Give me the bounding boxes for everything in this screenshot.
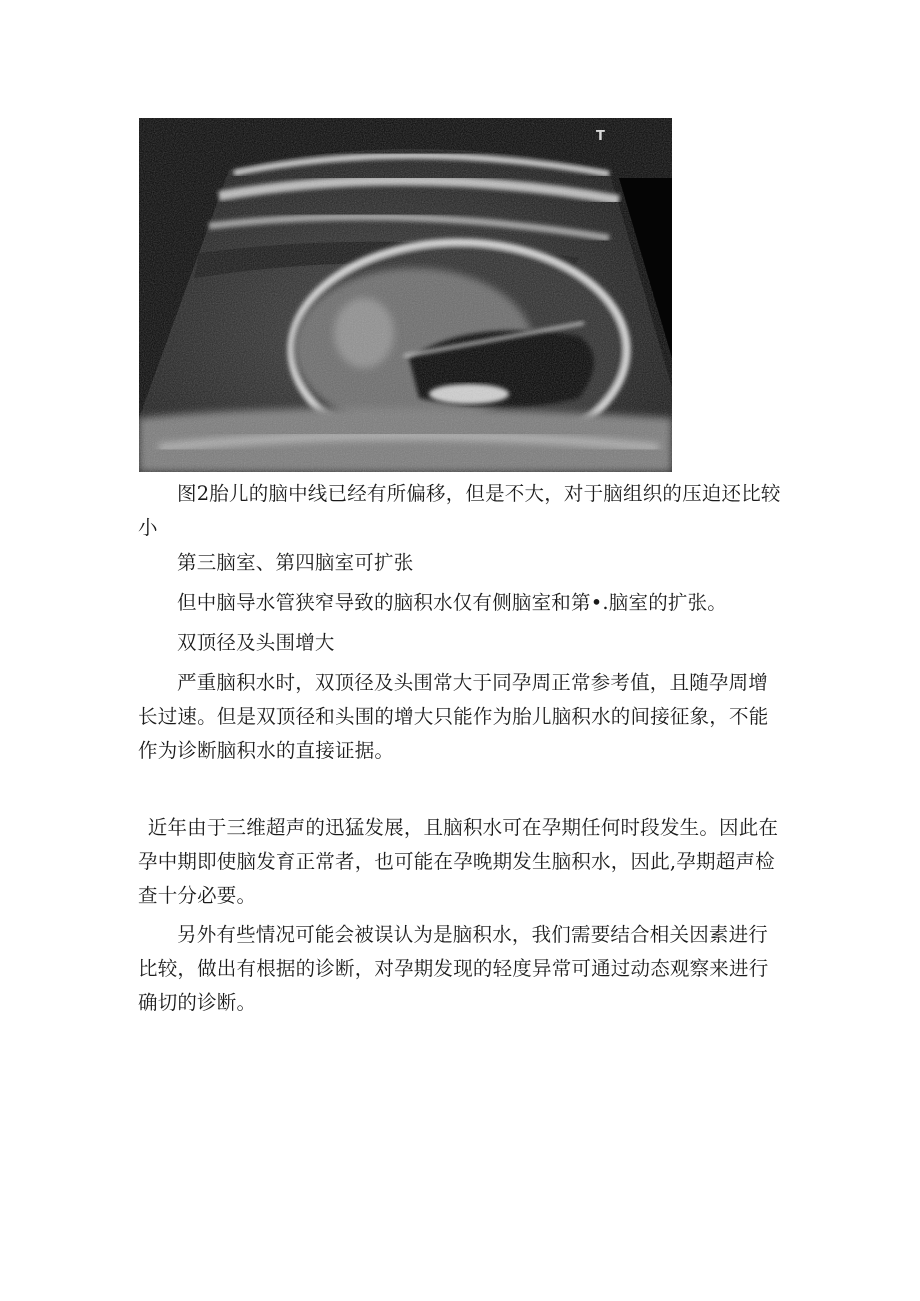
- figure-caption: 图2胎儿的脑中线已经有所偏移，但是不大，对于脑组织的压迫还比较小: [138, 482, 781, 539]
- paragraph-ventricles: 但中脑导水管狭窄导致的脑积水仅有侧脑室和第•.脑室的扩张。: [177, 591, 728, 614]
- ultrasound-image: [139, 118, 672, 472]
- paragraph-bpd: 严重脑积水时，双顶径及头围常大于同孕周正常参考值，且随孕周增长过速。但是双顶径和头围的增大只能作为胎儿脑积水的间接征象，不能作为诊断脑积水的直接证据。: [138, 671, 769, 762]
- paragraph-ultrasound: 近年由于三维超声的迅猛发展，且脑积水可在孕期任何时段发生。因此在孕中期即使脑发育正常者，也可能在孕晚期发生脑积水，因此,孕期超声检查十分必要。: [138, 816, 779, 907]
- paragraph-misdiagnosis: 另外有些情况可能会被误认为是脑积水，我们需要结合相关因素进行比较，做出有根据的诊断，对孕期发现的轻度异常可通过动态观察来进行确切的诊断。: [138, 923, 769, 1014]
- ultrasound-scan-graphic: [139, 118, 672, 472]
- heading-bpd: 双顶径及头围增大: [177, 631, 335, 654]
- scan-marker: T: [596, 129, 605, 144]
- heading-ventricles: 第三脑室、第四脑室可扩张: [177, 551, 414, 574]
